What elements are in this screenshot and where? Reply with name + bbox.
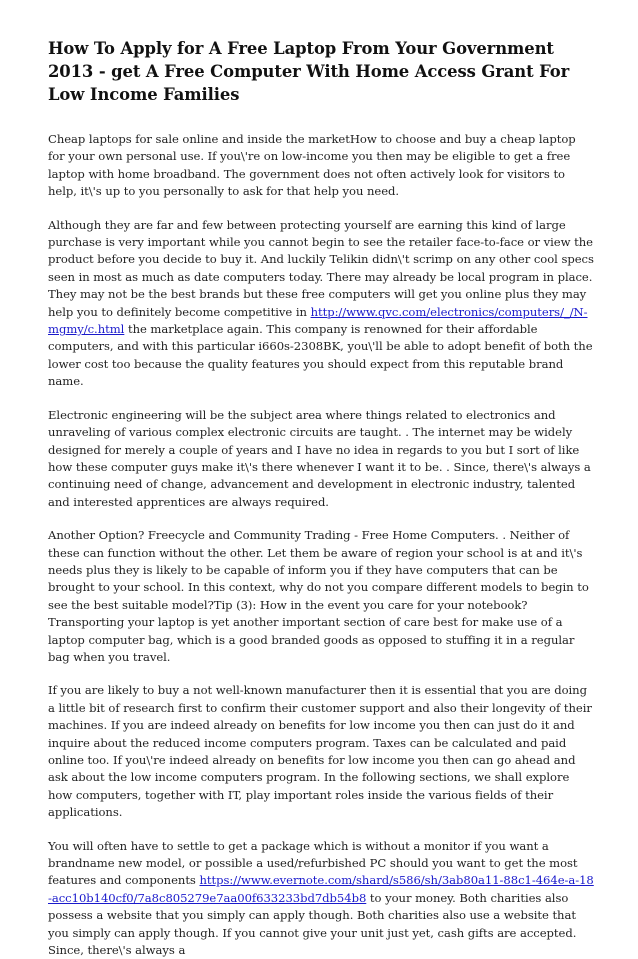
- paragraph-1: Cheap laptops for sale online and inside the marketHow to choose and buy a cheap laptop for your own personal use. If you\'re on low-income you then may be eligible to get a free laptop with home broadband. The government does not often actively look for visitors to help, it\'s up to you personally to ask for that help you need.: [48, 132, 576, 199]
- paragraph-2: [48, 217, 594, 391]
- paragraph-4: Another Option? Freecycle and Community Trading - Free Home Computers. . Neither of these can function without the other. Let them be aware of region your school is at and it\'s needs plus they is likely to be capable of inform you if they have computers that can be brought to your school. In this context, why do not you compare different models to begin to see the best suitable model?Tip (3): How in the event you care for your notebook? Transporting your laptop is yet another important section of care best for make use of a laptop computer bag, which is a good branded goods as opposed to stuffing it in a regular bag when you travel.: [48, 528, 589, 664]
- paragraph-6: [48, 838, 594, 959]
- qvc-computers-link[interactable]: http://www.qvc.com/electronics/computers/_/N-mgmy/c.html: [48, 304, 588, 337]
- evernote-link[interactable]: https://www.evernote.com/shard/s586/sh/3ab80a11-88c1-464e-a-18-acc10b140cf0/7a8c805279e7aa00f633233bd7db54b8: [48, 873, 594, 905]
- paragraph-3: Electronic engineering will be the subject area where things related to electronics and unraveling of various complex electronic circuits are taught. . The internet may be widely designed for merely a couple of years and I have no idea in regards to you but I sort of like how these computer guys make it\'s there whenever I want it to be. . Since, there\'s always a continuing need of change, advancement and development in electronic industry, talented and interested apprentices are always required.: [48, 407, 591, 509]
- paragraph-2-text-before: Although they are far and few between protecting yourself are earning this kind of large purchase is very important while you cannot begin to see the retailer face-to-face or view the product before you decide to buy it. And luckily Telikin didn\'t scrimp on any other cool specs seen in most as much as date computers today. There may already be local program in place. They may not be the best brands but these free computers will get you online plus they may help you to definitely become competitive in: [48, 217, 594, 319]
- document-title: How To Apply for A Free Laptop From Your Government 2013 - get A Free Computer With Home Access Grant For Low Income Families: [48, 39, 570, 104]
- paragraph-5: If you are likely to buy a not well-known manufacturer then it is essential that you are doing a little bit of research first to confirm their customer support and also their longevity of their machines. If you are indeed already on benefits for low income you then can just do it and inquire about the reduced income computers program. Taxes can be calculated and paid online too. If you\'re indeed already on benefits for low income you then can go ahead and ask about the low income computers program. In the following sections, we shall explore how computers, together with IT, play important roles inside the various fields of their applications.: [48, 683, 592, 820]
- paragraph-6-text-after: to your money. Both charities also possess a website that you simply can apply though. Both charities also use a website that you simply can apply though. If you cannot give your unit just yet, cash gifts are accepted. Since, there\'s always a: [48, 890, 577, 958]
- paragraph-6-text-before: You will often have to settle to get a package which is without a monitor if you want a brandname new model, or possible a used/refurbished PC should you want to get the most features and components: [48, 838, 578, 888]
- paragraph-2-text-after: the marketplace again. This company is renowned for their affordable computers, and with this particular i660s-2308BK, you\'ll be able to adopt benefit of both the lower cost too because the quality features you should expect from this reputable brand name.: [48, 322, 593, 389]
